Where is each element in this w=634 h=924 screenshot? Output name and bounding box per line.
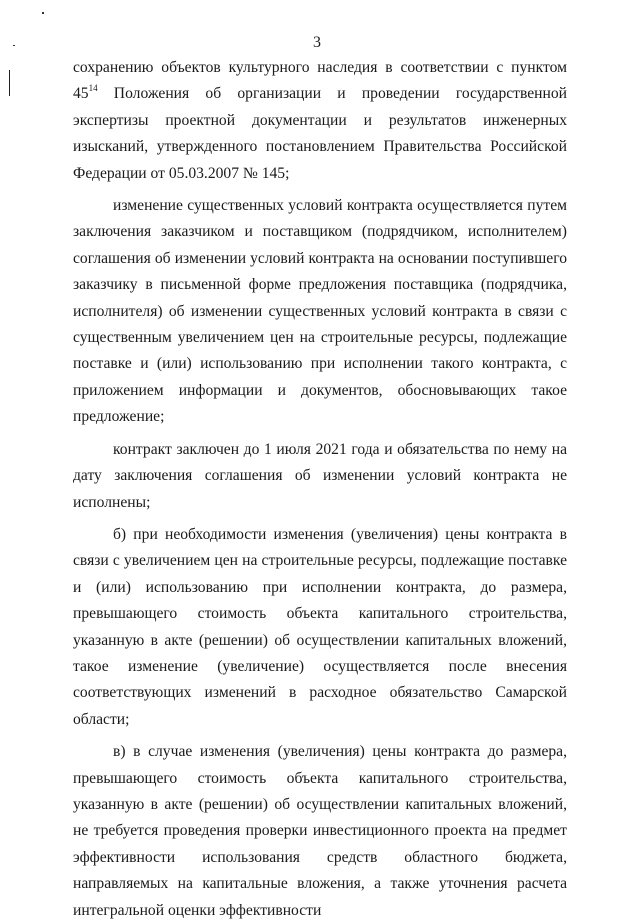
paragraph-text: Положения об организации и проведении государственной экспертизы проектной документации и результатов инженерных изысканий, утвержденного постановлением Правительства Российской Федерации от 05.03.2007 № 145; xyxy=(73,85,567,182)
page-number: 3 xyxy=(313,34,321,51)
paragraph-text: сохранению объектов культурного наследия в соответствии с пунктом 45 xyxy=(73,59,567,103)
paragraph: контракт заключен до 1 июля 2021 года и обязательства по нему на дату заключения соглашения об изменении условий контракта не исполнены; xyxy=(73,440,567,511)
scan-speck xyxy=(42,12,44,14)
scan-edge-mark xyxy=(9,70,10,96)
paragraph-item-v: в) в случае изменения (увеличения) цены контракта до размера, превышающего стоимость объекта капитального строительства, указанную в акте (решении) об осуществлении капитальных вложений, не требуется проведения проверки инвестиционного проекта на предмет эффективности использования средств областного бюджета, направляемых на капитальные вложения, а также уточнения расчета интегральной оценки эффективности xyxy=(73,743,567,919)
paragraph-continuation xyxy=(73,55,567,187)
paragraph-item-b: б) при необходимости изменения (увеличения) цены контракта в связи с увеличением цен на строительные ресурсы, подлежащие поставке и (или) использованию при исполнении контракта, до размера, превышающего стоимость объекта капитального строительства, указанную в акте (решении) об осуществлении капитальных вложений, такое изменение (увеличение) осуществляется после внесения соответствующих изменений в расходное обязательство Самарской области; xyxy=(73,525,567,728)
document-body xyxy=(73,55,567,924)
footnote-reference: 14 xyxy=(88,83,98,94)
paragraph: изменение существенных условий контракта осуществляется путем заключения заказчиком и поставщиком (подрядчиком, исполнителем) соглашения об изменении условий контракта на основании поступившего заказчику в письменной форме предложения поставщика (подрядчика, исполнителя) об изменении существенных условий контракта в связи с существенным увеличением цен на строительные ресурсы, подлежащие поставке и (или) использованию при исполнении такого контракта, с приложением информации и документов, обосновывающих такое предложение; xyxy=(73,197,567,426)
